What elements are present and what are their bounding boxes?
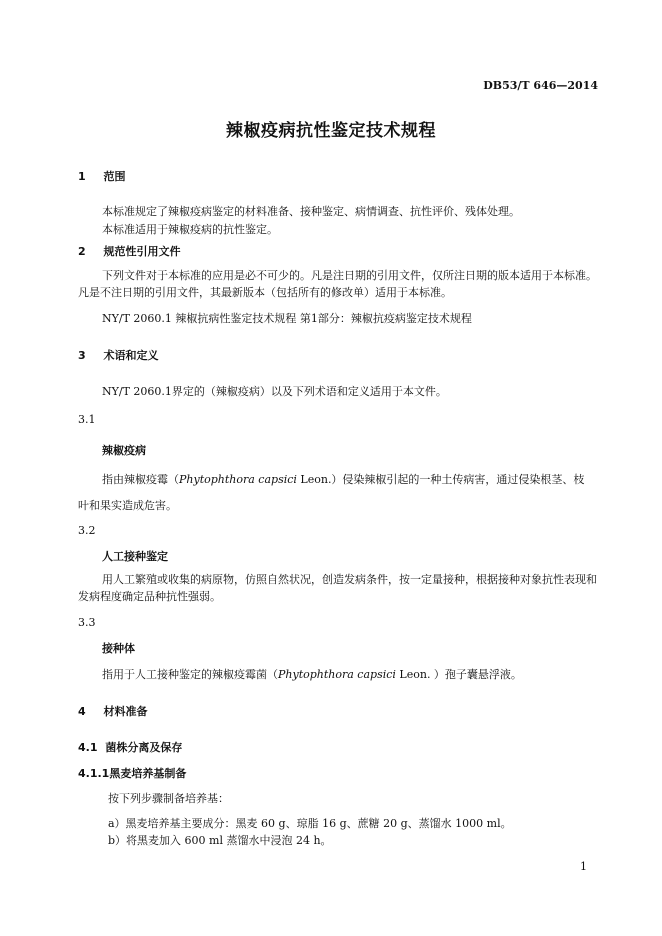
scientific-name: Phytophthora capsici — [278, 668, 396, 681]
term-3-2-definition: 用人工繁殖或收集的病原物，仿照自然状况，创造发病条件，按一定量接种，根据接种对象抗性表现和发病程度确定品种抗性强弱。 — [78, 573, 597, 603]
normative-reference: NY/T 2060.1 辣椒抗病性鉴定技术规程 第1部分：辣椒抗疫病鉴定技术规程 — [102, 312, 472, 325]
page-title: 辣椒疫病抗性鉴定技术规程 — [226, 121, 436, 141]
section-4-heading — [78, 703, 148, 719]
term-3-1-definition: 指由辣椒疫霉（Phytophthora capsici Leon.）侵染辣椒引起的一种土传病害，通过侵染根茎、枝 — [102, 473, 585, 486]
section-1-heading — [78, 168, 126, 184]
term-3-1-number: 3.1 — [78, 413, 96, 426]
term-3-1-definition-line-2: 叶和果实造成危害。 — [78, 499, 177, 512]
section-2-paragraph: 下列文件对于本标准的应用是必不可少的。凡是注日期的引用文件，仅所注日期的版本适用于本标准。凡是不注日期的引用文件，其最新版本（包括所有的修改单）适用于本标准。 — [78, 269, 597, 299]
list-item-b: b）将黑麦加入 600 ml 蒸馏水中浸泡 24 h。 — [108, 834, 332, 847]
section-number: 2 — [78, 245, 86, 258]
section-number: 1 — [78, 170, 86, 183]
section-4-1-1-heading — [78, 765, 186, 781]
section-3-intro: NY/T 2060.1界定的（辣椒疫病）以及下列术语和定义适用于本文件。 — [102, 385, 447, 398]
section-title: 菌株分离及保存 — [105, 741, 183, 754]
section-number: 3 — [78, 349, 86, 362]
section-4-1-1-intro: 按下列步骤制备培养基： — [108, 792, 229, 805]
term-3-2-title: 人工接种鉴定 — [102, 550, 168, 563]
section-title: 范围 — [103, 170, 126, 183]
section-4-1-heading — [78, 739, 182, 755]
section-title: 黑麦培养基制备 — [109, 767, 187, 780]
term-3-3-title: 接种体 — [102, 642, 135, 655]
term-3-2-number: 3.2 — [78, 524, 96, 537]
section-title: 术语和定义 — [103, 349, 159, 362]
section-title: 规范性引用文件 — [103, 245, 181, 258]
section-number: 4.1 — [78, 741, 98, 754]
term-3-1-title: 辣椒疫病 — [102, 444, 146, 457]
section-title: 材料准备 — [103, 705, 148, 718]
term-3-3-number: 3.3 — [78, 616, 96, 629]
section-1-paragraph-2: 本标准适用于辣椒疫病的抗性鉴定。 — [102, 223, 278, 236]
section-2-heading — [78, 243, 181, 259]
section-3-heading — [78, 347, 159, 363]
section-number: 4.1.1 — [78, 767, 110, 780]
page-number: 1 — [580, 860, 587, 873]
document-code: DB53/T 646—2014 — [483, 79, 598, 92]
section-number: 4 — [78, 705, 86, 718]
scientific-name: Phytophthora capsici — [179, 473, 297, 486]
section-1-paragraph-1: 本标准规定了辣椒疫病鉴定的材料准备、接种鉴定、病情调查、抗性评价、残体处理。 — [102, 205, 520, 218]
term-3-3-definition: 指用于人工接种鉴定的辣椒疫霉菌（Phytophthora capsici Leon. ）孢子囊悬浮液。 — [102, 668, 522, 681]
list-item-a: a）黑麦培养基主要成分：黑麦 60 g、琼脂 16 g、蔗糖 20 g、蒸馏水 1000 ml。 — [108, 817, 512, 830]
